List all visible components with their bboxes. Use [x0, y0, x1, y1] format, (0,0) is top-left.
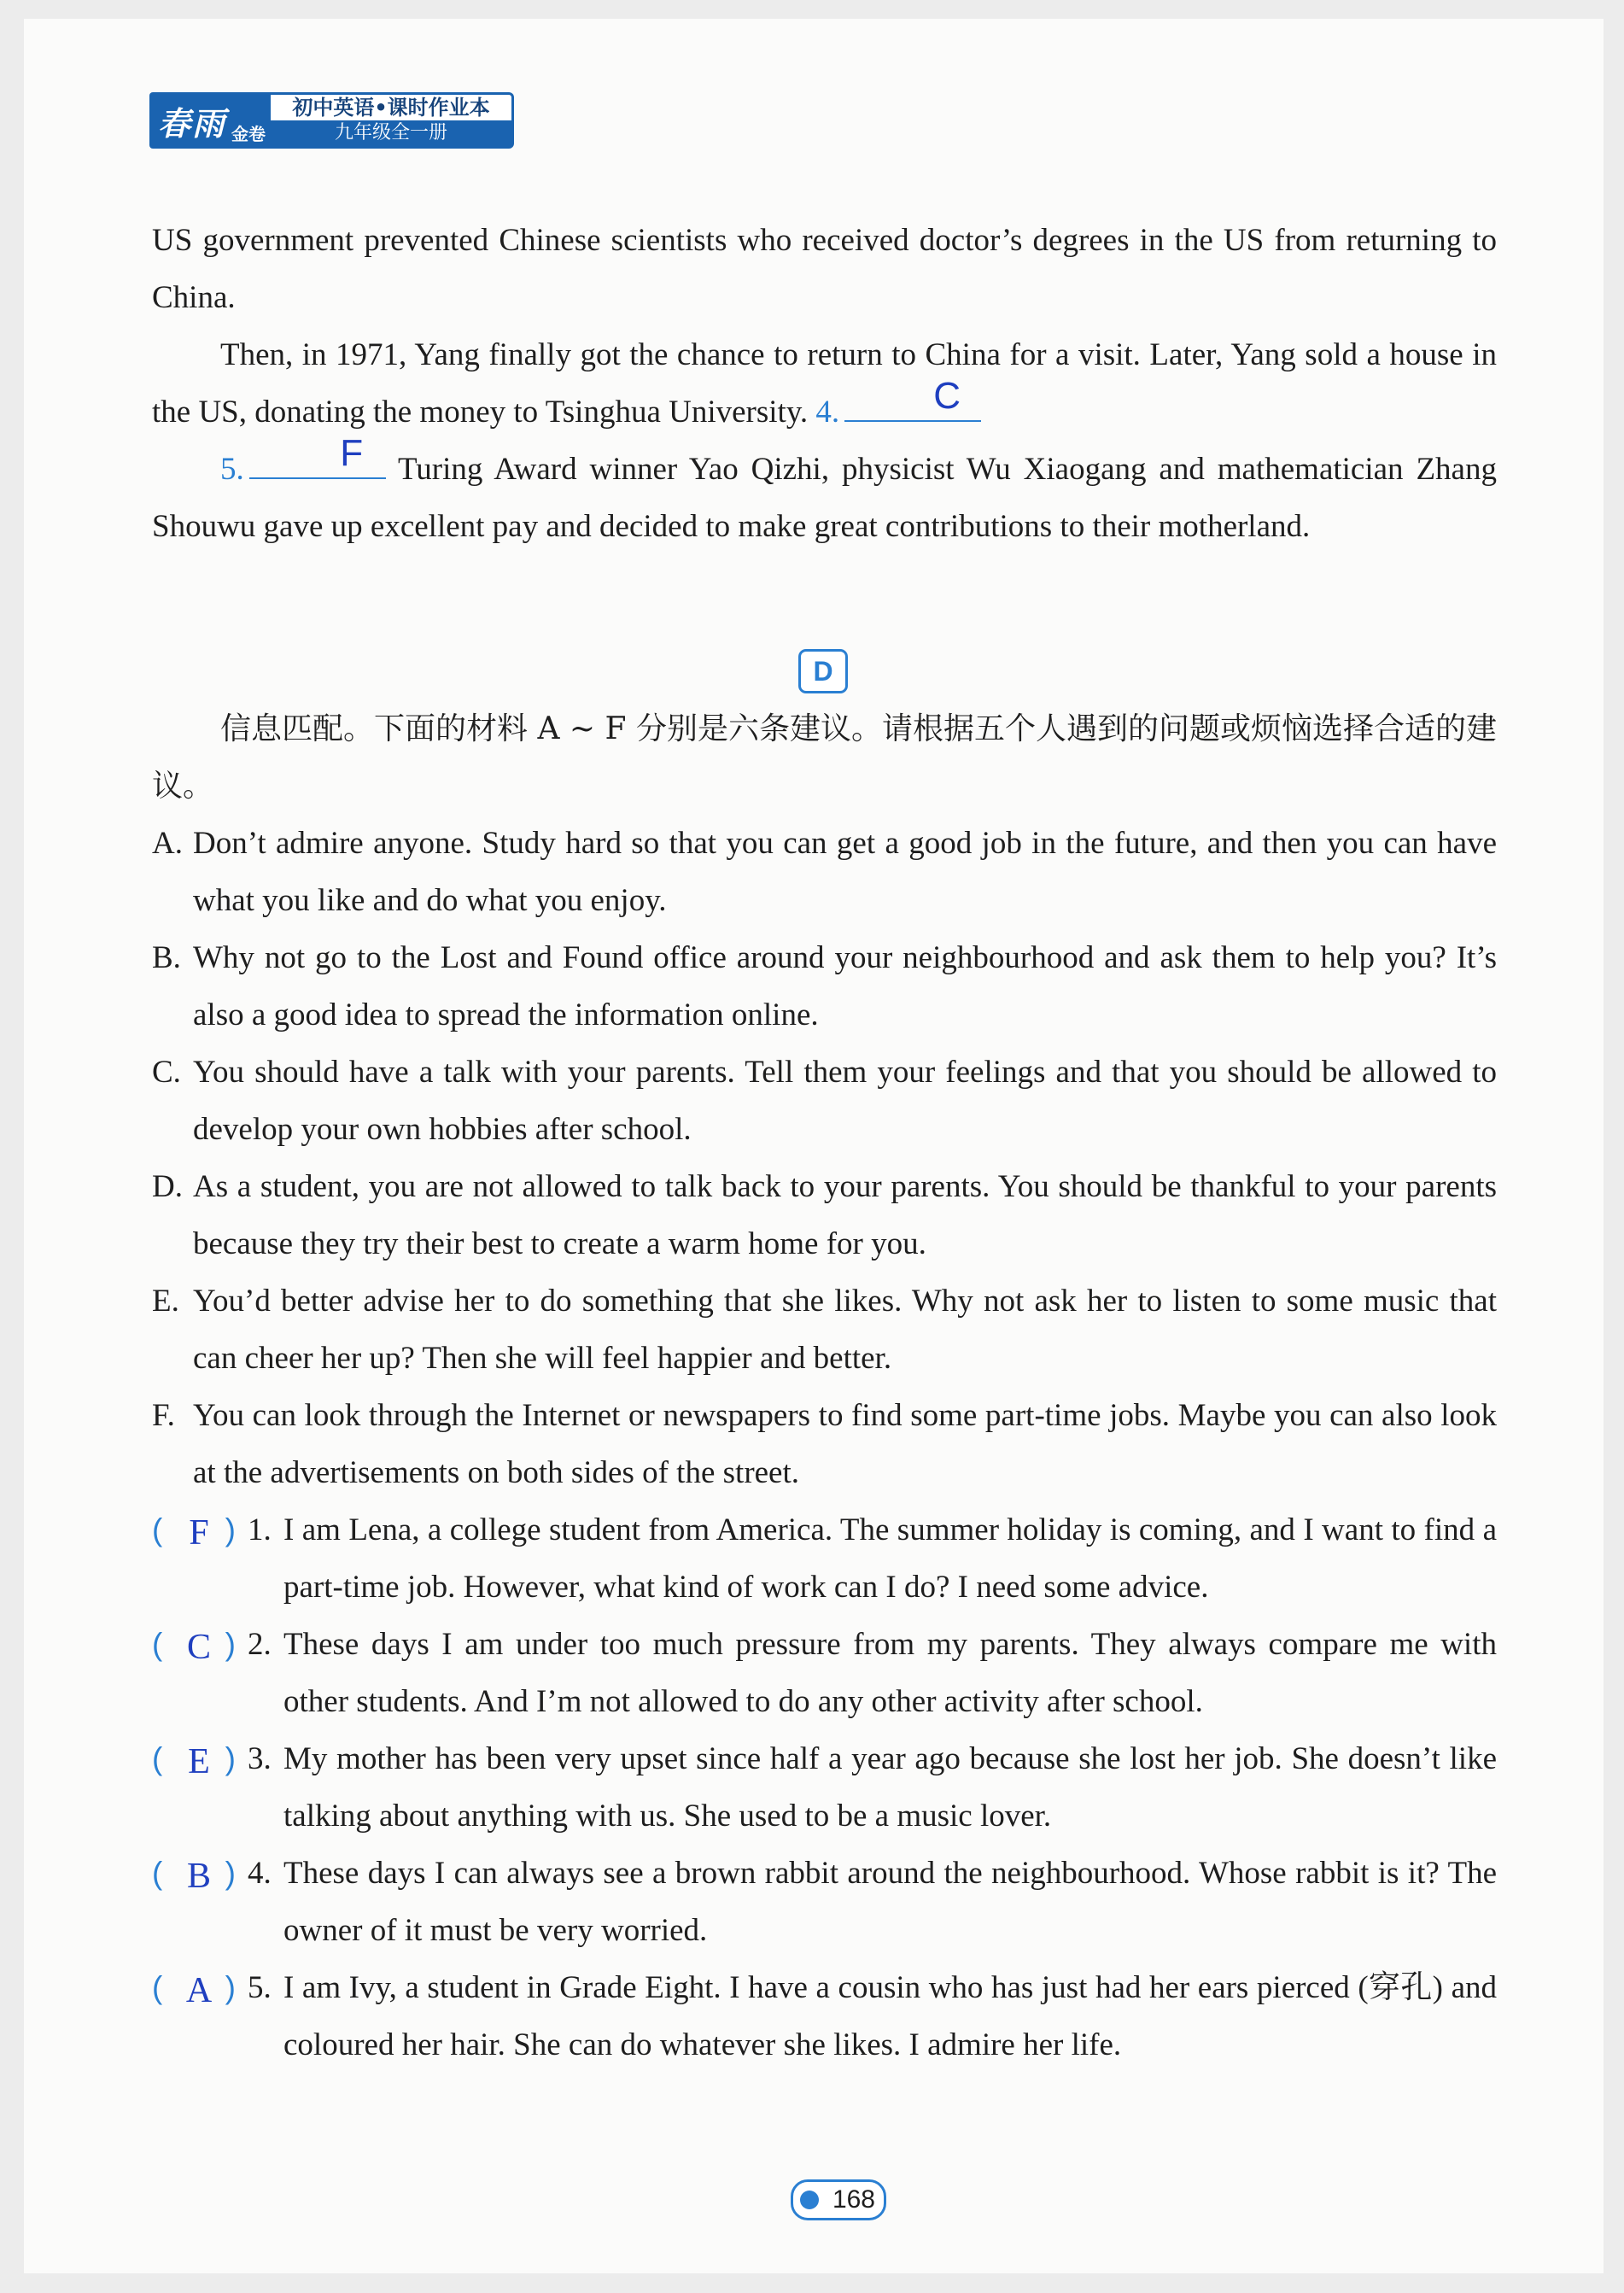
blank-4-answer: C — [933, 375, 961, 417]
brand-sub: 金卷 — [231, 124, 266, 144]
page-dot-icon — [800, 2191, 819, 2209]
passage-paragraph-3 — [152, 432, 1497, 555]
book-title: 初中英语•课时作业本 — [292, 96, 490, 120]
question-number: 4. — [248, 1856, 272, 1891]
answer-bracket: ( ) A — [152, 1959, 248, 2074]
option-item — [152, 1044, 1497, 1158]
blank-5-number: 5. — [220, 452, 244, 487]
passage — [152, 212, 1497, 555]
option-letter: E. — [152, 1284, 179, 1319]
answer-choice: F — [189, 1513, 209, 1553]
question-item — [152, 1730, 1497, 1845]
question-item — [152, 1616, 1497, 1730]
option-text: You can look through the Internet or newspapers to find some part-time jobs. Maybe you can also look at the advertisements on both sides of the street. — [193, 1398, 1497, 1490]
answer-bracket: ( ) B — [152, 1845, 248, 1959]
option-text: You’d better advise her to do something that she likes. Why not ask her to listen to some music that can cheer her up? Then she will feel happier and better. — [193, 1284, 1497, 1376]
passage-paragraph-2-text: Then, in 1971, Yang finally got the chance to return to China for a visit. Later, Yang sold a house in the US, donating the money to Tsinghua University. — [152, 337, 1497, 430]
option-letter: B. — [152, 940, 181, 975]
question-text: These days I can always see a brown rabbit around the neighbourhood. Whose rabbit is it? The owner of it must be very worried. — [283, 1856, 1497, 1948]
blank-5-answer: F — [340, 432, 364, 474]
book-info — [271, 92, 514, 149]
option-letter: D. — [152, 1169, 183, 1204]
answer-choice: A — [185, 1971, 213, 2010]
blank-4-number: 4. — [815, 395, 840, 430]
option-list — [152, 815, 1497, 1501]
blank-5 — [249, 432, 386, 479]
question-text: These days I am under too much pressure from my parents. They always compare me with other students. And I’m not allowed to do any other activity after school. — [283, 1627, 1497, 1719]
question-number: 2. — [248, 1627, 272, 1662]
answer-bracket: ( ) E — [152, 1730, 248, 1845]
option-item — [152, 1272, 1497, 1387]
question-number: 3. — [248, 1741, 272, 1776]
blank-4 — [844, 375, 981, 422]
option-text: Don’t admire anyone. Study hard so that you can get a good job in the future, and then you can have what you like and do what you enjoy. — [193, 826, 1497, 918]
option-letter: A. — [152, 826, 183, 861]
question-item — [152, 1845, 1497, 1959]
answer-choice: B — [186, 1857, 211, 1896]
question-text: I am Lena, a college student from America. The summer holiday is coming, and I want to find a part-time job. However, what kind of work can I do? I need some advice. — [283, 1512, 1497, 1605]
question-item — [152, 1959, 1497, 2074]
option-text: You should have a talk with your parents. Tell them your feelings and that you should be allowed to develop your own hobbies after school. — [193, 1055, 1497, 1147]
question-text: My mother has been very upset since half a year ago because she lost her job. She doesn’t like talking about anything with us. She used to be a music lover. — [283, 1741, 1497, 1834]
option-text: Why not go to the Lost and Found office around your neighbourhood and ask them to help you? It’s also a good idea to spread the information online. — [193, 940, 1497, 1032]
option-letter: F. — [152, 1398, 175, 1433]
option-item — [152, 1158, 1497, 1272]
question-list — [152, 1501, 1497, 2074]
brand-name: 春雨 — [158, 104, 227, 143]
question-text: I am Ivy, a student in Grade Eight. I have a cousin who has just had her ears pierced (穿孔) and coloured her hair. She can do whatever she likes. I admire her life. — [283, 1970, 1497, 2062]
page-number: 168 — [832, 2185, 875, 2214]
section-d — [152, 700, 1497, 2074]
option-letter: C. — [152, 1055, 181, 1090]
section-d-instruction: 信息匹配。下面的材料 A ~ F 分别是六条建议。请根据五个人遇到的问题或烦恼选择合适的建议。 — [152, 711, 1497, 804]
answer-choice: E — [188, 1742, 210, 1781]
question-item — [152, 1501, 1497, 1616]
option-item — [152, 1387, 1497, 1501]
option-item — [152, 815, 1497, 929]
passage-paragraph-3-text: Turing Award winner Yao Qizhi, physicist Wu Xiaogang and mathematician Zhang Shouwu gave up excellent pay and decided to make great contributions to their motherland. — [152, 452, 1497, 544]
question-number: 1. — [248, 1512, 272, 1547]
answer-bracket: ( ) F — [152, 1501, 248, 1616]
answer-bracket: ( ) C — [152, 1616, 248, 1730]
answer-choice: C — [186, 1628, 211, 1667]
section-d-label: D — [798, 649, 848, 693]
option-item — [152, 929, 1497, 1044]
passage-paragraph-1: US government prevented Chinese scientists who received doctor’s degrees in the US from returning to China. — [152, 223, 1497, 315]
book-logo — [149, 92, 514, 149]
passage-paragraph-2 — [152, 326, 1497, 441]
question-number: 5. — [248, 1970, 272, 2005]
brand-mark — [149, 92, 271, 149]
option-text: As a student, you are not allowed to talk back to your parents. You should be thankful to your parents because they try their best to create a warm home for you. — [193, 1169, 1497, 1261]
page-number-badge — [791, 2179, 886, 2220]
grade-label: 九年级全一册 — [271, 120, 511, 146]
